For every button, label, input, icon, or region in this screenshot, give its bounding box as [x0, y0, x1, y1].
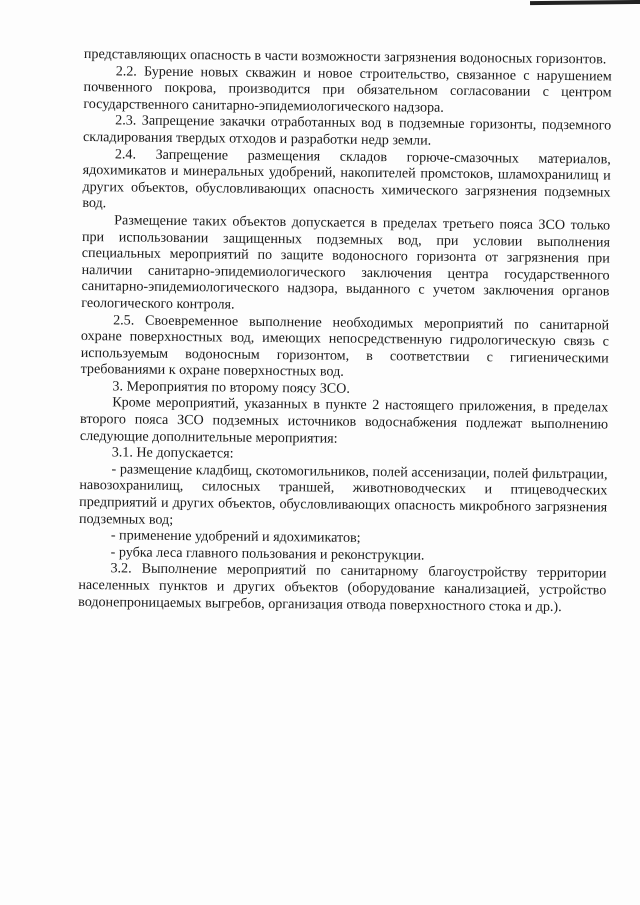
- paragraph-placement: Размещение таких объектов допускается в пределах третьего пояса ЗСО только при использовании защищенных подземных вод, при условии выполнения специальных мероприятий по защите водоносного горизонта от загрязнения при наличии санитарно-эпидемиологического заключения центра государственного санитарно-эпидемиологического надзора, выданного с учетом заключения органов геологического контроля.: [81, 212, 611, 313]
- document-body: [78, 46, 612, 616]
- paragraph-2-5: 2.5. Своевременное выполнение необходимых мероприятий по санитарной охране поверхностных вод, имеющих непосредственную гидрологическую связь с используемым водоносным горизонтом, в соответствии с гигиеническими требованиями к охране поверхностных вод.: [80, 311, 610, 381]
- list-item-logging: - рубка леса главного пользования и реконструкции.: [110, 544, 425, 564]
- paragraph-2-2: 2.2. Бурение новых скважин и новое строительство, связанное с нарушением почвенного покрова, производится при обязательном согласовании с центром государственного санитарно-эпидемиологического надзора.: [83, 62, 612, 116]
- paragraph-continuation: представляющих опасность в части возможности загрязнения водоносных горизонтов.: [83, 46, 607, 68]
- paragraph-3-2: 3.2. Выполнение мероприятий по санитарному благоустройству территории населенных пунктов и других объектов (оборудование канализацией, устройство водонепроницаемых выгребов, организация отвода поверхностного стока и др.).: [78, 560, 607, 615]
- list-item-cemeteries: - размещение кладбищ, скотомогильников, полей ассенизации, полей фильтрации, навозохранилищ, силосных траншей, животноводческих и птицеводческих предприятий и других объектов, обусловливающих опасность микробного загрязнения подземных вод;: [78, 461, 608, 528]
- section-3-heading: 3. Мероприятия по второму поясу ЗСО.: [112, 378, 350, 397]
- paragraph-section-3-intro: Кроме мероприятий, указанных в пункте 2 настоящего приложения, в пределах второго пояса ЗСО подземных источников водоснабжения подлежат выполнению следующие дополнительные мероприятия:: [79, 394, 609, 447]
- paragraph-3-1: 3.1. Не допускается:: [111, 444, 234, 462]
- paragraph-2-3: 2.3. Запрещение закачки отработанных вод в подземные горизонты, подземного складирования твердых отходов и разработки недр земли.: [82, 112, 612, 149]
- list-item-fertilizers: - применение удобрений и ядохимикатов;: [110, 527, 361, 547]
- scan-edge-mark: [530, 0, 640, 5]
- paragraph-2-4: 2.4. Запрещение размещения складов горюче-смазочных материалов, ядохимикатов и минеральных удобрений, накопителей промстоков, шламохранилищ и других объектов, обусловливающих опасность химического загрязнения подземных вод.: [82, 145, 611, 212]
